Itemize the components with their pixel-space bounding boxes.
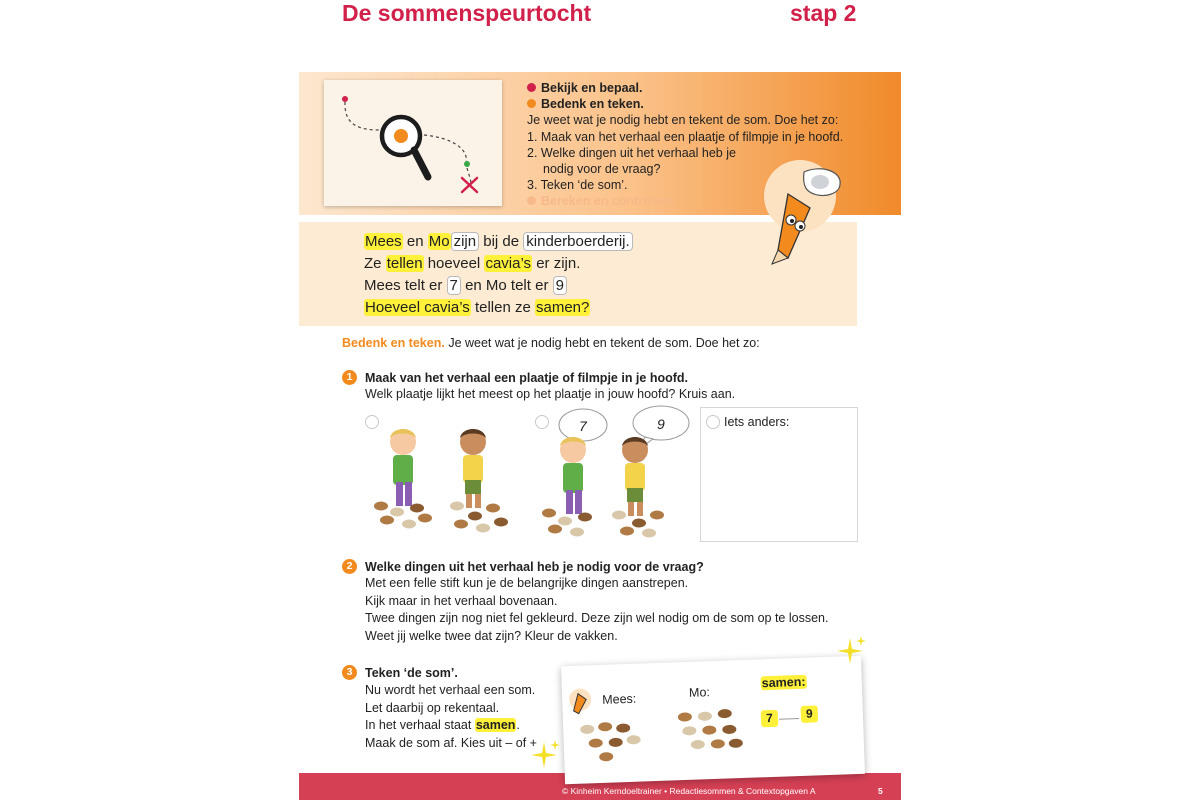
step-number-2: 2	[342, 559, 357, 574]
story-text	[364, 231, 633, 319]
q2-line: Met een felle stift kun je de belangrijke dingen aanstrepen.	[365, 576, 689, 590]
strategy-item-1: Bekijk en bepaal.	[527, 80, 857, 96]
q3-line: Let daarbij op rekentaal.	[365, 700, 500, 715]
bubble-value-9: 9	[657, 416, 665, 432]
sparkle-icon	[530, 738, 562, 777]
x-mark-icon	[462, 178, 477, 192]
boy-mo-icon	[622, 437, 648, 516]
strategy-sub-1: 1. Maak van het verhaal een plaatje of filmpje in je hoofd.	[527, 129, 844, 144]
strategy-sub-3: 3. Teken ‘de som’.	[527, 178, 628, 193]
boy-mees-icon	[390, 429, 416, 506]
footer-credit: © Kinheim Kerndoeltrainer • Redactiesommen & Contextopgaven A	[562, 786, 816, 796]
step-label: stap 2	[790, 0, 857, 26]
guinea-pig-icon	[542, 509, 664, 538]
q2-title: Welke dingen uit het verhaal heb je nodig voor de vraag?	[365, 560, 704, 574]
q2-line: Kijk maar in het verhaal bovenaan.	[365, 593, 558, 608]
step-number-3: 3	[342, 665, 357, 680]
q3-title: Teken ‘de som’.	[365, 666, 458, 680]
page-title: De sommenspeurtocht	[342, 0, 592, 26]
sum-mees-label: Mees:	[601, 691, 637, 707]
illustration-1	[365, 420, 525, 543]
q3-line: Nu wordt het verhaal een som.	[365, 683, 536, 697]
q3-line: In het verhaal staat samen.	[365, 718, 520, 732]
bubble-value-7: 7	[579, 418, 587, 434]
strategy-item-2: Bedenk en teken.	[527, 96, 857, 112]
magnifier-icon	[382, 117, 428, 177]
sum-value-9: 9	[801, 705, 819, 723]
guinea-pig-group-mees	[577, 714, 679, 772]
q1-title: Maak van het verhaal een plaatje of filmpje in je hoofd.	[365, 371, 688, 385]
boy-mo-icon	[460, 429, 486, 508]
q1-text: Welk plaatje lijkt het meest op het plaatje in jouw hoofd? Kruis aan.	[365, 387, 736, 401]
story-line-3: Mees telt er 7 en Mo telt er 9	[364, 275, 633, 297]
illustration-2	[535, 405, 695, 545]
sum-samen-label: samen:	[761, 674, 806, 691]
strategy-sub-2a: 2. Welke dingen uit het verhaal heb je	[527, 145, 736, 160]
strategy-sub-2b: nodig voor de vraag?	[543, 162, 661, 177]
guinea-pig-group-mo	[675, 705, 757, 768]
q2-text	[365, 575, 828, 645]
guinea-pig-icon	[675, 705, 757, 763]
sum-card	[561, 656, 865, 784]
q2-line: Twee dingen zijn nog niet fel gekleurd. Deze zijn wel nodig om de som op te lossen.	[365, 611, 829, 625]
bullet-icon	[527, 196, 536, 205]
other-label: Iets anders:	[724, 415, 790, 429]
bullet-icon	[527, 99, 536, 108]
sparkle-icon	[836, 634, 868, 673]
sum-connector	[779, 718, 799, 720]
q3-line: Maak de som af. Kies uit – of +	[365, 735, 537, 750]
sum-value-7: 7	[761, 710, 779, 728]
story-line-4: Hoeveel cavia’s tellen ze samen?	[365, 299, 590, 316]
q3-text	[365, 682, 537, 752]
strategy-intro: Je weet wat je nodig hebt en tekent de som. Doe het zo:	[527, 113, 839, 128]
sum-mo-label: Mo:	[688, 685, 711, 700]
boy-mees-icon	[560, 437, 586, 514]
guinea-pig-icon	[374, 502, 508, 533]
option-3-checkbox[interactable]	[706, 415, 720, 429]
map-card	[324, 80, 502, 206]
story-line-2: Ze tellen hoeveel cavia’s er zijn.	[364, 255, 581, 272]
q2-line: Weet jij welke twee dat zijn? Kleur de vakken.	[365, 628, 618, 643]
step-number-1: 1	[342, 370, 357, 385]
pencil-mascot-icon	[758, 158, 858, 271]
guinea-pig-icon	[577, 714, 679, 767]
story-line-1: Mees en Mo zijn bij de kinderboerderij.	[364, 231, 633, 253]
strategy-item-3: Bereken en controleer.	[527, 193, 857, 209]
page-number: 5	[878, 786, 883, 796]
bullet-icon	[527, 83, 536, 92]
map-icon	[324, 80, 502, 206]
intro-line: Bedenk en teken. Je weet wat je nodig hebt en tekent de som. Doe het zo:	[342, 336, 760, 350]
